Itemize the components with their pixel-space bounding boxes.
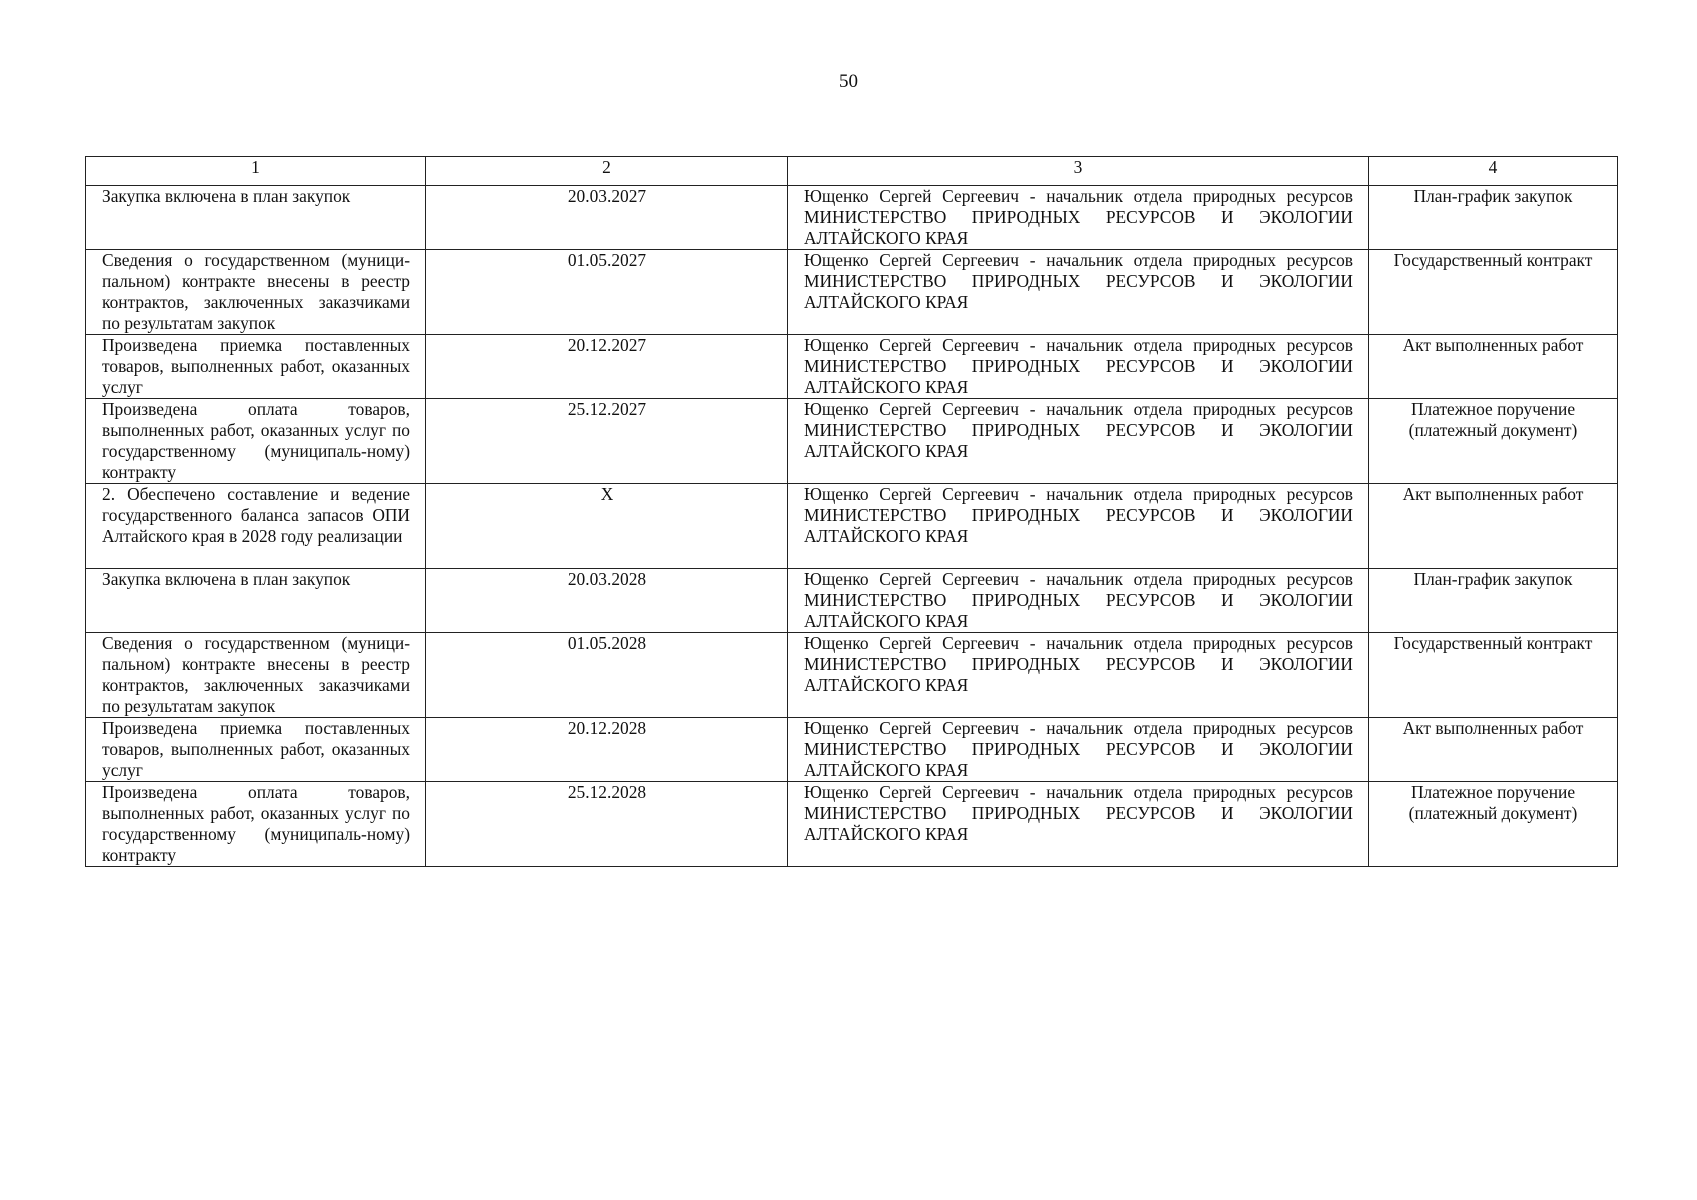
document-cell: Акт выполненных работ [1369, 484, 1618, 569]
responsible-cell: Ющенко Сергей Сергеевич - начальник отдела природных ресурсов МИНИСТЕРСТВО ПРИРОДНЫХ РЕСУРСОВ И ЭКОЛОГИИ АЛТАЙСКОГО КРАЯ [788, 633, 1369, 718]
responsible-cell: Ющенко Сергей Сергеевич - начальник отдела природных ресурсов МИНИСТЕРСТВО ПРИРОДНЫХ РЕСУРСОВ И ЭКОЛОГИИ АЛТАЙСКОГО КРАЯ [788, 782, 1369, 867]
event-cell: Произведена оплата товаров, выполненных работ, оказанных услуг по государственному (муниципаль-ному) контракту [86, 782, 426, 867]
event-cell: 2. Обеспечено составление и ведение государственного баланса запасов ОПИ Алтайского края в 2028 году реализации [86, 484, 426, 569]
table-header-row [86, 157, 1618, 186]
responsible-cell: Ющенко Сергей Сергеевич - начальник отдела природных ресурсов МИНИСТЕРСТВО ПРИРОДНЫХ РЕСУРСОВ И ЭКОЛОГИИ АЛТАЙСКОГО КРАЯ [788, 484, 1369, 569]
responsible-cell: Ющенко Сергей Сергеевич - начальник отдела природных ресурсов МИНИСТЕРСТВО ПРИРОДНЫХ РЕСУРСОВ И ЭКОЛОГИИ АЛТАЙСКОГО КРАЯ [788, 718, 1369, 782]
date-cell: 01.05.2028 [426, 633, 788, 718]
document-cell: Государственный контракт [1369, 633, 1618, 718]
event-cell: Закупка включена в план закупок [86, 186, 426, 250]
table-row [86, 484, 1618, 569]
responsible-cell: Ющенко Сергей Сергеевич - начальник отдела природных ресурсов МИНИСТЕРСТВО ПРИРОДНЫХ РЕСУРСОВ И ЭКОЛОГИИ АЛТАЙСКОГО КРАЯ [788, 186, 1369, 250]
table-row [86, 782, 1618, 867]
table-row [86, 250, 1618, 335]
date-cell: 20.12.2027 [426, 335, 788, 399]
column-header-2: 2 [426, 157, 788, 186]
table-row [86, 399, 1618, 484]
table-row [86, 633, 1618, 718]
event-cell: Произведена приемка поставленных товаров, выполненных работ, оказанных услуг [86, 718, 426, 782]
date-cell: 20.03.2028 [426, 569, 788, 633]
document-cell: Платежное поручение (платежный документ) [1369, 399, 1618, 484]
responsible-cell: Ющенко Сергей Сергеевич - начальник отдела природных ресурсов МИНИСТЕРСТВО ПРИРОДНЫХ РЕСУРСОВ И ЭКОЛОГИИ АЛТАЙСКОГО КРАЯ [788, 399, 1369, 484]
table-row [86, 718, 1618, 782]
event-cell: Сведения о государственном (муници-пальном) контракте внесены в реестр контрактов, заключенных заказчиками по результатам закупок [86, 633, 426, 718]
document-cell: План-график закупок [1369, 186, 1618, 250]
column-header-3: 3 [788, 157, 1369, 186]
table-row [86, 186, 1618, 250]
document-cell: Платежное поручение (платежный документ) [1369, 782, 1618, 867]
event-cell: Закупка включена в план закупок [86, 569, 426, 633]
date-cell: 25.12.2028 [426, 782, 788, 867]
page-number: 50 [839, 71, 858, 92]
event-cell: Произведена приемка поставленных товаров, выполненных работ, оказанных услуг [86, 335, 426, 399]
control-points-table [85, 156, 1618, 867]
date-cell: 25.12.2027 [426, 399, 788, 484]
date-cell: 20.12.2028 [426, 718, 788, 782]
responsible-cell: Ющенко Сергей Сергеевич - начальник отдела природных ресурсов МИНИСТЕРСТВО ПРИРОДНЫХ РЕСУРСОВ И ЭКОЛОГИИ АЛТАЙСКОГО КРАЯ [788, 250, 1369, 335]
column-header-4: 4 [1369, 157, 1618, 186]
document-cell: Акт выполненных работ [1369, 718, 1618, 782]
column-header-1: 1 [86, 157, 426, 186]
document-cell: Государственный контракт [1369, 250, 1618, 335]
table-row [86, 569, 1618, 633]
event-cell: Сведения о государственном (муници-пальном) контракте внесены в реестр контрактов, заключенных заказчиками по результатам закупок [86, 250, 426, 335]
date-cell: 01.05.2027 [426, 250, 788, 335]
date-cell: X [426, 484, 788, 569]
responsible-cell: Ющенко Сергей Сергеевич - начальник отдела природных ресурсов МИНИСТЕРСТВО ПРИРОДНЫХ РЕСУРСОВ И ЭКОЛОГИИ АЛТАЙСКОГО КРАЯ [788, 569, 1369, 633]
date-cell: 20.03.2027 [426, 186, 788, 250]
table-row [86, 335, 1618, 399]
event-cell: Произведена оплата товаров, выполненных работ, оказанных услуг по государственному (муниципаль-ному) контракту [86, 399, 426, 484]
responsible-cell: Ющенко Сергей Сергеевич - начальник отдела природных ресурсов МИНИСТЕРСТВО ПРИРОДНЫХ РЕСУРСОВ И ЭКОЛОГИИ АЛТАЙСКОГО КРАЯ [788, 335, 1369, 399]
document-cell: План-график закупок [1369, 569, 1618, 633]
document-cell: Акт выполненных работ [1369, 335, 1618, 399]
